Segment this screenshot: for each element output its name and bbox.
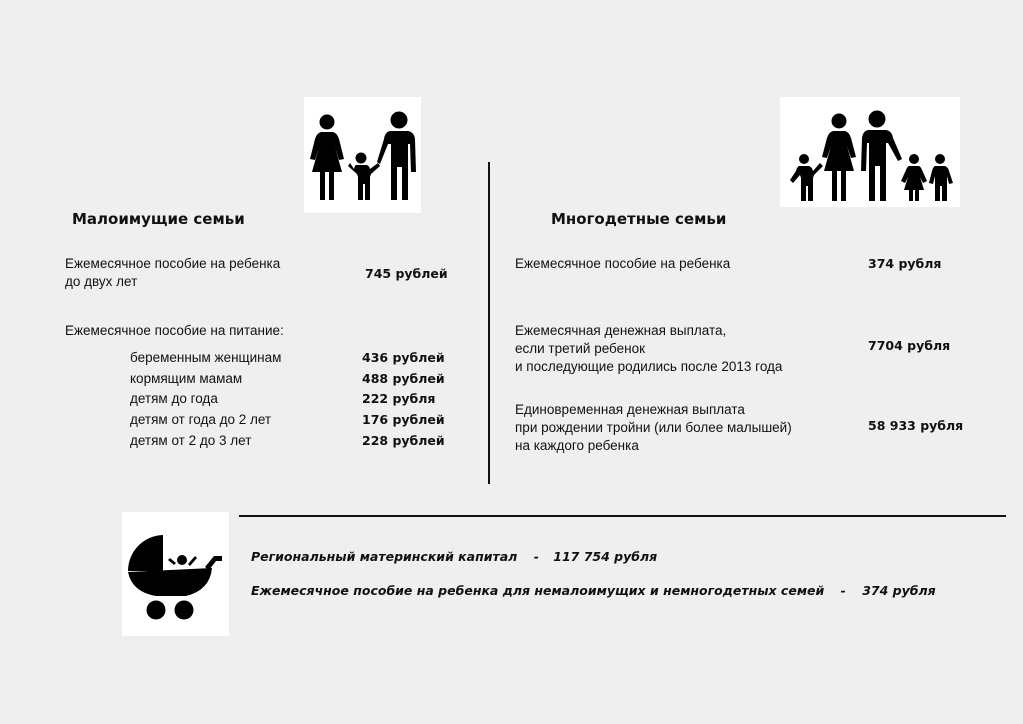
large-families-title: Многодетные семьи (551, 210, 727, 228)
general-child-benefit-label: Ежемесячное пособие на ребенка для немалоимущих и немногодетных семей (251, 583, 825, 598)
large-family-child-benefit-label: Ежемесячное пособие на ребенка (515, 256, 731, 271)
maternity-capital-line (251, 549, 657, 564)
general-child-benefit-amount: 374 рубля (862, 583, 936, 598)
list-item (130, 348, 445, 369)
nutrition-item-label: детям до года (130, 391, 218, 407)
nutrition-item-amount: 436 рублей (362, 350, 445, 365)
nutrition-item-amount: 488 рублей (362, 370, 445, 386)
large-family-icon (780, 97, 960, 207)
nutrition-item-label: детям от года до 2 лет (130, 412, 272, 428)
baby-stroller-icon (122, 512, 229, 636)
list-item (130, 389, 445, 410)
nutrition-benefit-list (130, 348, 445, 451)
nutrition-item-amount: 176 рублей (362, 412, 445, 428)
maternity-capital-amount: 117 754 рубля (553, 549, 658, 564)
triplets-payment-label: Единовременная денежная выплата при рождении тройни (или более малышей) на каждого ребенка (515, 402, 792, 453)
maternity-capital-label: Региональный материнский капитал (251, 549, 518, 564)
low-income-title: Малоимущие семьи (72, 210, 245, 228)
third-child-payment-amount: 7704 рубля (868, 338, 951, 353)
list-item (130, 410, 445, 431)
list-item (130, 431, 445, 452)
general-child-benefit-separator: - (840, 583, 846, 598)
nutrition-item-label: беременным женщинам (130, 350, 282, 365)
third-child-payment-label: Ежемесячная денежная выплата, если третий ребенок и последующие родились после 2013 года (515, 323, 783, 374)
nutrition-benefit-title: Ежемесячное пособие на питание: (65, 323, 284, 338)
nutrition-item-label: кормящим мамам (130, 370, 243, 386)
low-income-child-benefit-amount: 745 рублей (365, 266, 448, 281)
bottom-divider (239, 515, 1006, 517)
nutrition-item-amount: 222 рубля (362, 391, 436, 407)
nutrition-item-label: детям от 2 до 3 лет (130, 432, 252, 448)
triplets-payment-amount: 58 933 рубля (868, 418, 964, 433)
column-divider (488, 162, 490, 484)
general-child-benefit-line (251, 583, 936, 598)
family-of-three-icon (304, 97, 421, 213)
low-income-child-benefit-label: Ежемесячное пособие на ребенка до двух лет (65, 256, 281, 289)
nutrition-item-amount: 228 рублей (362, 432, 445, 448)
maternity-capital-separator: - (533, 549, 539, 564)
list-item (130, 369, 445, 390)
large-family-child-benefit-amount: 374 рубля (868, 256, 942, 271)
